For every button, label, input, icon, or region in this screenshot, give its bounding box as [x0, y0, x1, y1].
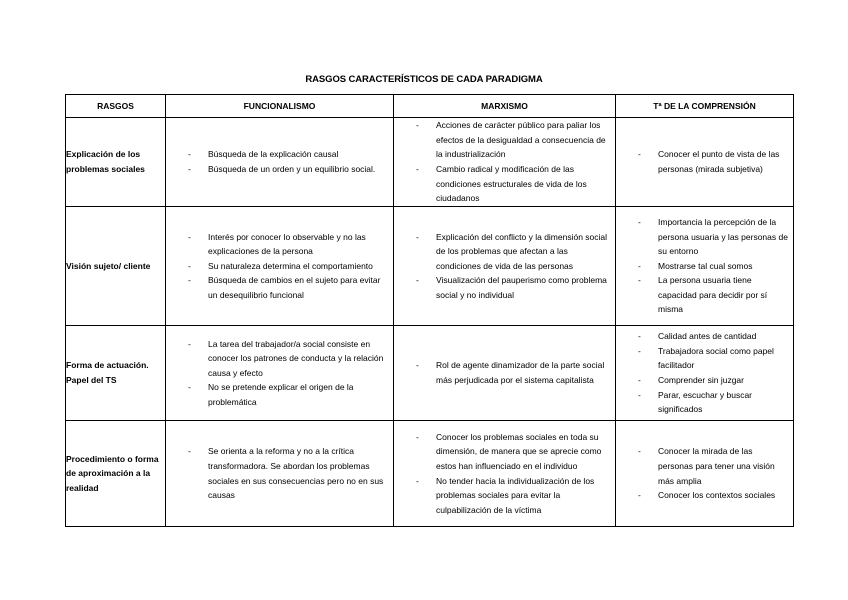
list-item: - Rol de agente dinamizador de la parte social más perjudicada por el sistema capitalista	[436, 358, 609, 387]
list-item: - Calidad antes de cantidad	[658, 329, 789, 344]
list-item: - Se orienta a la reforma y no a la crítica transformadora. Se abordan los problemas sociales en sus consecuencias pero no en sus causas	[208, 444, 387, 502]
header-rasgos: RASGOS	[66, 95, 166, 118]
funcionalismo-cell	[166, 326, 394, 421]
marxismo-cell	[394, 118, 616, 207]
list-item: - Interés por conocer lo observable y no las explicaciones de la persona	[208, 230, 387, 259]
row-label: Procedimiento o forma de aproximación a la realidad	[66, 421, 166, 527]
list-item: - La persona usuaria tiene capacidad para decidir por sí misma	[658, 273, 789, 317]
list-item: - Cambio radical y modificación de las condiciones estructurales de vida de los ciudadanos	[436, 162, 609, 206]
comprension-cell	[616, 421, 794, 527]
list-item: - Búsqueda de la explicación causal	[208, 147, 387, 162]
list-item: - Conocer la mirada de las personas para tener una visión más amplia	[658, 444, 789, 488]
comprension-cell	[616, 207, 794, 326]
list-item: - Importancia la percepción de la persona usuaria y las personas de su entorno	[658, 215, 789, 259]
list-item: - Conocer los problemas sociales en toda su dimensión, de manera que se aprecie como estos han influenciado en el individuo	[436, 430, 609, 474]
list-item: - Trabajadora social como papel facilitador	[658, 344, 789, 373]
list-item: - Visualización del pauperismo como problema social y no individual	[436, 273, 609, 302]
paradigm-table	[65, 94, 794, 527]
funcionalismo-cell	[166, 118, 394, 207]
table-row	[66, 207, 794, 326]
document-title: RASGOS CARACTERÍSTICOS DE CADA PARADIGMA	[305, 74, 543, 85]
list-item: - Comprender sin juzgar	[658, 373, 789, 388]
header-row	[66, 95, 794, 118]
header-funcionalismo: FUNCIONALISMO	[166, 95, 394, 118]
comprension-cell	[616, 118, 794, 207]
list-item: - Parar, escuchar y buscar significados	[658, 388, 789, 417]
list-item: - Conocer los contextos sociales	[658, 488, 789, 503]
table-row	[66, 326, 794, 421]
funcionalismo-cell	[166, 207, 394, 326]
row-label: Explicación de los problemas sociales	[66, 118, 166, 207]
list-item: - No tender hacia la individualización de los problemas sociales para evitar la culpabilización de la víctima	[436, 474, 609, 518]
table-row	[66, 118, 794, 207]
marxismo-cell	[394, 207, 616, 326]
list-item: - Acciones de carácter público para paliar los efectos de la desigualdad a consecuencia de la industrialización	[436, 118, 609, 162]
funcionalismo-cell	[166, 421, 394, 527]
marxismo-cell	[394, 421, 616, 527]
list-item: - Explicación del conflicto y la dimensión social de los problemas que afectan a las condiciones de vida de las personas	[436, 230, 609, 274]
marxismo-cell	[394, 326, 616, 421]
list-item: - Mostrarse tal cual somos	[658, 259, 789, 274]
list-item: - Búsqueda de un orden y un equilibrio social.	[208, 162, 387, 177]
table-row	[66, 421, 794, 527]
header-comprension: Tª DE LA COMPRENSIÓN	[616, 95, 794, 118]
list-item: - Conocer el punto de vista de las personas (mirada subjetiva)	[658, 147, 789, 176]
row-label: Forma de actuación. Papel del TS	[66, 326, 166, 421]
list-item: - Búsqueda de cambios en el sujeto para evitar un desequilibrio funcional	[208, 273, 387, 302]
comprension-cell	[616, 326, 794, 421]
row-label: Visión sujeto/ cliente	[66, 207, 166, 326]
header-marxismo: MARXISMO	[394, 95, 616, 118]
list-item: - No se pretende explicar el origen de la problemática	[208, 380, 387, 409]
list-item: - La tarea del trabajador/a social consiste en conocer los patrones de conducta y la relación causa y efecto	[208, 337, 387, 381]
list-item: - Su naturaleza determina el comportamiento	[208, 259, 387, 274]
